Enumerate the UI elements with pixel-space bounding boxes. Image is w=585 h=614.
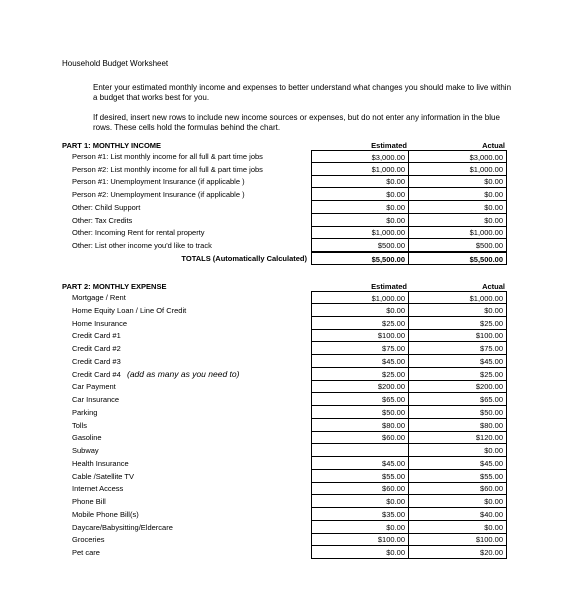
part2-row: [0, 355, 585, 368]
part1-actual-cell[interactable]: $500.00: [409, 239, 507, 252]
part2-row: [0, 406, 585, 419]
part1-actual-cell[interactable]: $0.00: [409, 201, 507, 214]
part1-estimated-cell[interactable]: $0.00: [311, 214, 409, 227]
totals-label: TOTALS (Automatically Calculated): [181, 253, 307, 263]
part2-estimated-cell[interactable]: $80.00: [311, 419, 409, 432]
part2-actual-cell[interactable]: $0.00: [409, 521, 507, 534]
instructions-text: If desired, insert new rows to include new income sources or expenses, but do not enter any information in the blue rows. These cells hold the formulas behind the chart.: [93, 113, 500, 132]
part2-row-label: Groceries: [72, 535, 105, 545]
part2-row: [0, 291, 585, 304]
part2-actual-cell[interactable]: $100.00: [409, 533, 507, 546]
part2-row-label: Credit Card #3: [72, 356, 121, 366]
part2-row: [0, 304, 585, 317]
part2-estimated-cell[interactable]: $50.00: [311, 406, 409, 419]
part2-row-label: Credit Card #4: [72, 369, 121, 379]
part1-row: [0, 214, 585, 227]
part2-row: [0, 419, 585, 432]
part2-estimated-cell[interactable]: $0.00: [311, 546, 409, 559]
part2-estimated-cell[interactable]: [311, 444, 409, 457]
part2-row-label: Car Insurance: [72, 395, 120, 404]
income-section-title: PART 1: MONTHLY INCOME: [62, 141, 162, 150]
part2-estimated-cell[interactable]: $45.00: [311, 355, 409, 368]
income-totals-row: [0, 252, 585, 265]
part2-actual-cell[interactable]: $20.00: [409, 546, 507, 559]
intro-text: Enter your estimated monthly income and expenses to better understand what changes you should make to live within a budget that works best for you.: [93, 83, 512, 102]
part1-estimated-cell[interactable]: $0.00: [311, 175, 409, 188]
expense-actual-header: Actual: [482, 282, 505, 291]
part2-row: [0, 546, 585, 559]
total-actual-cell[interactable]: $5,500.00: [409, 252, 507, 265]
part2-actual-cell[interactable]: $25.00: [409, 368, 507, 381]
part1-row-label: Person #2: List monthly income for all full & part time jobs: [72, 164, 263, 174]
part1-estimated-cell[interactable]: $3,000.00: [311, 150, 409, 163]
part2-actual-cell[interactable]: $1,000.00: [409, 291, 507, 304]
part2-actual-cell[interactable]: $55.00: [409, 470, 507, 483]
part2-actual-cell[interactable]: $50.00: [409, 406, 507, 419]
part1-estimated-cell[interactable]: $1,000.00: [311, 163, 409, 176]
part2-estimated-cell[interactable]: $60.00: [311, 431, 409, 444]
part1-row-label: Other: List other income you'd like to track: [72, 240, 212, 250]
part2-row: [0, 533, 585, 546]
part2-estimated-cell[interactable]: $1,000.00: [311, 291, 409, 304]
part2-estimated-cell[interactable]: $75.00: [311, 342, 409, 355]
part2-row: [0, 380, 585, 393]
part2-row-label: Car Payment: [72, 382, 116, 392]
part2-row-label: Phone Bill: [72, 497, 106, 506]
part2-row-label: Tolls: [72, 420, 88, 430]
part2-actual-cell[interactable]: $100.00: [409, 329, 507, 342]
part2-estimated-cell[interactable]: $55.00: [311, 470, 409, 483]
part1-row-label: Person #2: Unemployment Insurance (if applicable ): [72, 190, 245, 200]
part2-estimated-cell[interactable]: $65.00: [311, 393, 409, 406]
part1-actual-cell[interactable]: $0.00: [409, 214, 507, 227]
total-estimated-cell[interactable]: $5,500.00: [311, 252, 409, 265]
part1-row-label: Person #1: Unemployment Insurance (if applicable ): [72, 177, 245, 187]
part2-estimated-cell[interactable]: $60.00: [311, 482, 409, 495]
part1-actual-cell[interactable]: $1,000.00: [409, 226, 507, 239]
part2-row-label: Mobile Phone Bill(s): [72, 509, 139, 519]
part2-row: [0, 521, 585, 534]
income-actual-header: Actual: [482, 141, 505, 150]
part2-actual-cell[interactable]: $45.00: [409, 457, 507, 470]
part2-row: [0, 444, 585, 457]
part2-row-label: Gasoline: [72, 433, 102, 443]
part2-row-label: Mortgage / Rent: [72, 293, 126, 302]
part2-row-label: Internet Access: [72, 484, 124, 494]
part2-row: [0, 317, 585, 330]
part2-actual-cell[interactable]: $60.00: [409, 482, 507, 495]
worksheet-title: Household Budget Worksheet: [62, 59, 169, 68]
part2-row-label: Daycare/Babysitting/Eldercare: [72, 522, 173, 532]
part2-estimated-cell[interactable]: $0.00: [311, 495, 409, 508]
part2-row-label: Health Insurance: [72, 458, 129, 468]
part2-actual-cell[interactable]: $0.00: [409, 444, 507, 457]
expense-section-title: PART 2: MONTHLY EXPENSE: [62, 282, 167, 291]
part2-actual-cell[interactable]: $45.00: [409, 355, 507, 368]
part1-actual-cell[interactable]: $0.00: [409, 175, 507, 188]
part1-row: [0, 175, 585, 188]
part2-actual-cell[interactable]: $40.00: [409, 508, 507, 521]
part2-estimated-cell[interactable]: $35.00: [311, 508, 409, 521]
part2-row: [0, 495, 585, 508]
part2-actual-cell[interactable]: $0.00: [409, 495, 507, 508]
part1-row: [0, 226, 585, 239]
part2-row-label: Pet care: [72, 548, 100, 557]
part2-estimated-cell[interactable]: $0.00: [311, 521, 409, 534]
part1-row: [0, 163, 585, 176]
part2-row: [0, 393, 585, 406]
part2-row: [0, 431, 585, 444]
part2-row: [0, 368, 585, 381]
part2-actual-cell[interactable]: $75.00: [409, 342, 507, 355]
part2-row-note: (add as many as you need to): [127, 368, 240, 379]
part2-actual-cell[interactable]: $80.00: [409, 419, 507, 432]
part2-row: [0, 508, 585, 521]
part2-actual-cell[interactable]: $25.00: [409, 317, 507, 330]
part1-row: [0, 239, 585, 252]
part1-row-label: Person #1: List monthly income for all full & part time jobs: [72, 152, 263, 161]
part1-actual-cell[interactable]: $3,000.00: [409, 150, 507, 163]
part1-actual-cell[interactable]: $1,000.00: [409, 163, 507, 176]
part2-estimated-cell[interactable]: $25.00: [311, 317, 409, 330]
part2-estimated-cell[interactable]: $100.00: [311, 533, 409, 546]
part2-estimated-cell[interactable]: $100.00: [311, 329, 409, 342]
income-estimated-header: Estimated: [371, 141, 407, 150]
part2-row-label: Home Insurance: [72, 318, 128, 328]
part2-row: [0, 329, 585, 342]
part2-row: [0, 342, 585, 355]
part2-row-label: Parking: [72, 407, 98, 417]
part2-actual-cell[interactable]: $65.00: [409, 393, 507, 406]
part1-row: [0, 150, 585, 163]
part2-row-label: Credit Card #1: [72, 331, 121, 341]
part2-row: [0, 470, 585, 483]
part2-estimated-cell[interactable]: $25.00: [311, 368, 409, 381]
part1-row: [0, 188, 585, 201]
part2-row: [0, 482, 585, 495]
expense-estimated-header: Estimated: [371, 282, 407, 291]
part2-row-label: Cable /Satellite TV: [72, 471, 134, 481]
part2-estimated-cell[interactable]: $0.00: [311, 304, 409, 317]
part1-estimated-cell[interactable]: $0.00: [311, 188, 409, 201]
part1-row: [0, 201, 585, 214]
part2-actual-cell[interactable]: $120.00: [409, 431, 507, 444]
part2-row-label: Subway: [72, 446, 99, 455]
part1-actual-cell[interactable]: $0.00: [409, 188, 507, 201]
part2-row-label: Home Equity Loan / Line Of Credit: [72, 305, 187, 315]
part2-row: [0, 457, 585, 470]
part2-actual-cell[interactable]: $0.00: [409, 304, 507, 317]
part2-estimated-cell[interactable]: $45.00: [311, 457, 409, 470]
part1-estimated-cell[interactable]: $0.00: [311, 201, 409, 214]
part1-estimated-cell[interactable]: $500.00: [311, 239, 409, 252]
part2-row-label: Credit Card #2: [72, 344, 121, 353]
part1-row-label: Other: Incoming Rent for rental property: [72, 228, 205, 238]
part1-estimated-cell[interactable]: $1,000.00: [311, 226, 409, 239]
part2-estimated-cell[interactable]: $200.00: [311, 380, 409, 393]
part1-row-label: Other: Tax Credits: [72, 215, 133, 225]
part2-actual-cell[interactable]: $200.00: [409, 380, 507, 393]
part1-row-label: Other: Child Support: [72, 202, 141, 212]
